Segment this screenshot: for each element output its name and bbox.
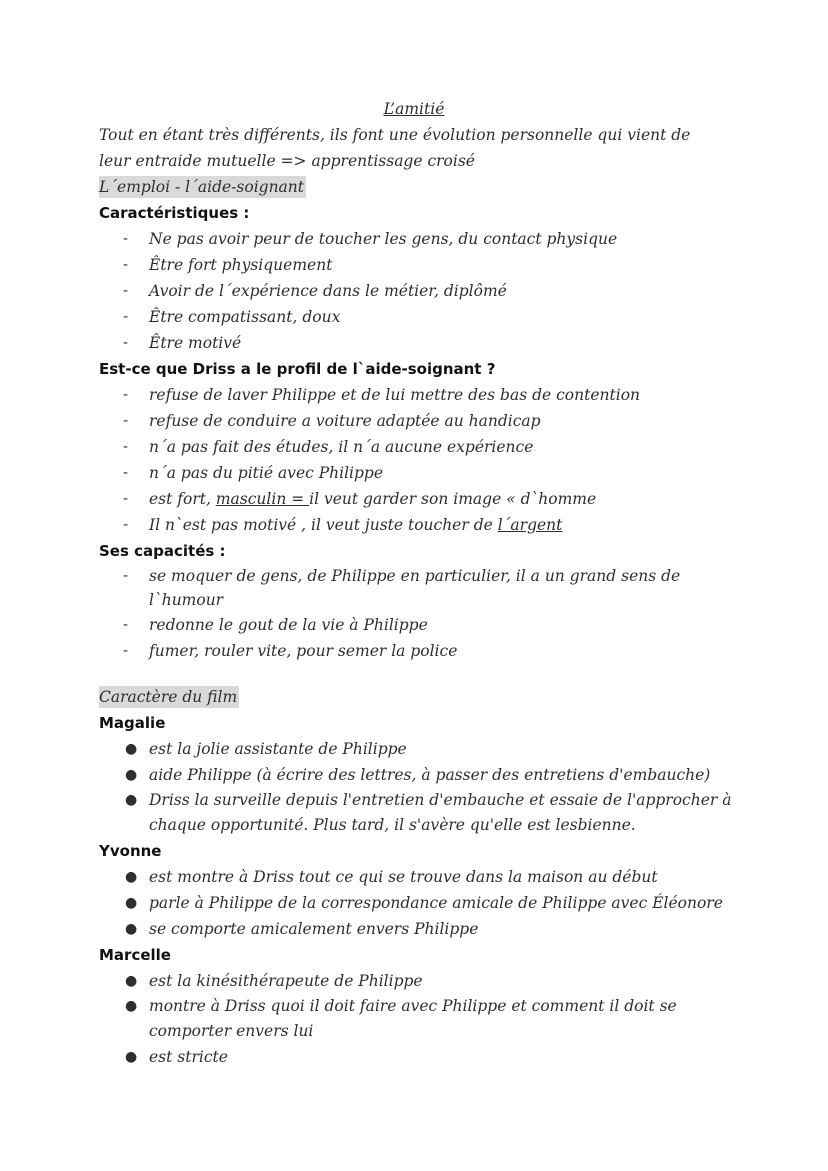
list-item: - refuse de conduire a voiture adaptée au handicap [99,408,739,434]
list-item: - refuse de laver Philippe et de lui mettre des bas de contention [99,382,739,408]
bullet-marker: ● [125,792,138,808]
section-heading-emploi [99,174,739,200]
dash-marker: - [123,643,129,659]
marcelle-list [99,968,699,1070]
list-item: - n´a pas du pitié avec Philippe [99,460,739,486]
list-item: ● est stricte [99,1044,699,1070]
dash-marker: - [123,617,129,633]
dash-marker: - [123,413,129,429]
dash-marker: - [123,439,129,455]
bullet-marker: ● [125,767,138,783]
bullet-marker: ● [125,998,138,1014]
list-item: - Être compatissant, doux [99,304,739,330]
bullet-marker: ● [125,973,138,989]
dash-marker: - [123,491,129,507]
section-heading-emploi-text: L´emploi - l´aide-soignant [99,178,305,196]
bullet-marker: ● [125,741,138,757]
section-heading-characters-text: Caractère du film [99,688,238,706]
page-title: L’amitié [383,100,445,118]
bullet-marker: ● [125,869,138,885]
list-item: ● aide Philippe (à écrire des lettres, à passer des entretiens d'embauche) [99,762,739,788]
dash-marker: - [123,309,129,325]
list-item: ● Driss la surveille depuis l'entretien d'embauche et essaie de l'approcher à chaque opportunité. Plus tard, il s'avère qu'elle est lesbienne. [99,788,739,838]
list-item: - Il n`est pas motivé , il veut juste toucher de l´argent [99,512,739,538]
list-item: - n´a pas fait des études, il n´a aucune expérience [99,434,739,460]
character-name-magalie: Magalie [99,714,166,732]
character-name-marcelle: Marcelle [99,946,171,964]
underlined-text: l´argent [497,516,563,534]
dash-marker: - [123,231,129,247]
capacities-label: Ses capacités : [99,542,226,560]
dash-marker: - [123,517,129,533]
list-item: - Ne pas avoir peur de toucher les gens, du contact physique [99,226,739,252]
list-item: ● est la kinésithérapeute de Philippe [99,968,699,994]
magalie-list [99,736,739,838]
underlined-text: masculin = [215,490,310,508]
answers-list [99,382,739,538]
bullet-marker: ● [125,895,138,911]
intro-block [99,122,739,664]
dash-marker: - [123,465,129,481]
list-item: - Avoir de l´expérience dans le métier, diplômé [99,278,739,304]
character-name-yvonne: Yvonne [99,842,162,860]
list-item: ● parle à Philippe de la correspondance amicale de Philippe avec Éléonore [99,890,739,916]
list-item: ● est montre à Driss tout ce qui se trouve dans la maison au début [99,864,739,890]
list-item: - redonne le gout de la vie à Philippe [99,612,699,638]
list-item: ● se comporte amicalement envers Philippe [99,916,739,942]
intro-line-2: leur entraide mutuelle => apprentissage croisé [99,152,475,170]
dash-marker: - [123,335,129,351]
list-item: ● montre à Driss quoi il doit faire avec Philippe et comment il doit se comporter envers lui [99,994,699,1044]
bullet-marker: ● [125,1049,138,1065]
capacities-list [99,564,699,664]
characters-block [99,684,739,1070]
characteristics-list [99,226,739,356]
list-item: ● est la jolie assistante de Philippe [99,736,739,762]
dash-marker: - [123,387,129,403]
question-heading: Est-ce que Driss a le profil de l`aide-soignant ? [99,360,496,378]
section-heading-characters [99,684,739,710]
list-item: - Être fort physiquement [99,252,739,278]
dash-marker: - [123,568,129,584]
dash-marker: - [123,283,129,299]
list-item: - se moquer de gens, de Philippe en particulier, il a un grand sens de l`humour [99,564,699,612]
list-item: - fumer, rouler vite, pour semer la police [99,638,699,664]
dash-marker: - [123,257,129,273]
list-item: - Être motivé [99,330,739,356]
characteristics-label: Caractéristiques : [99,204,250,222]
yvonne-list [99,864,739,942]
bullet-marker: ● [125,921,138,937]
list-item: - est fort, masculin = il veut garder son image « d`homme [99,486,739,512]
intro-line-1: Tout en étant très différents, ils font une évolution personnelle qui vient de [99,126,691,144]
